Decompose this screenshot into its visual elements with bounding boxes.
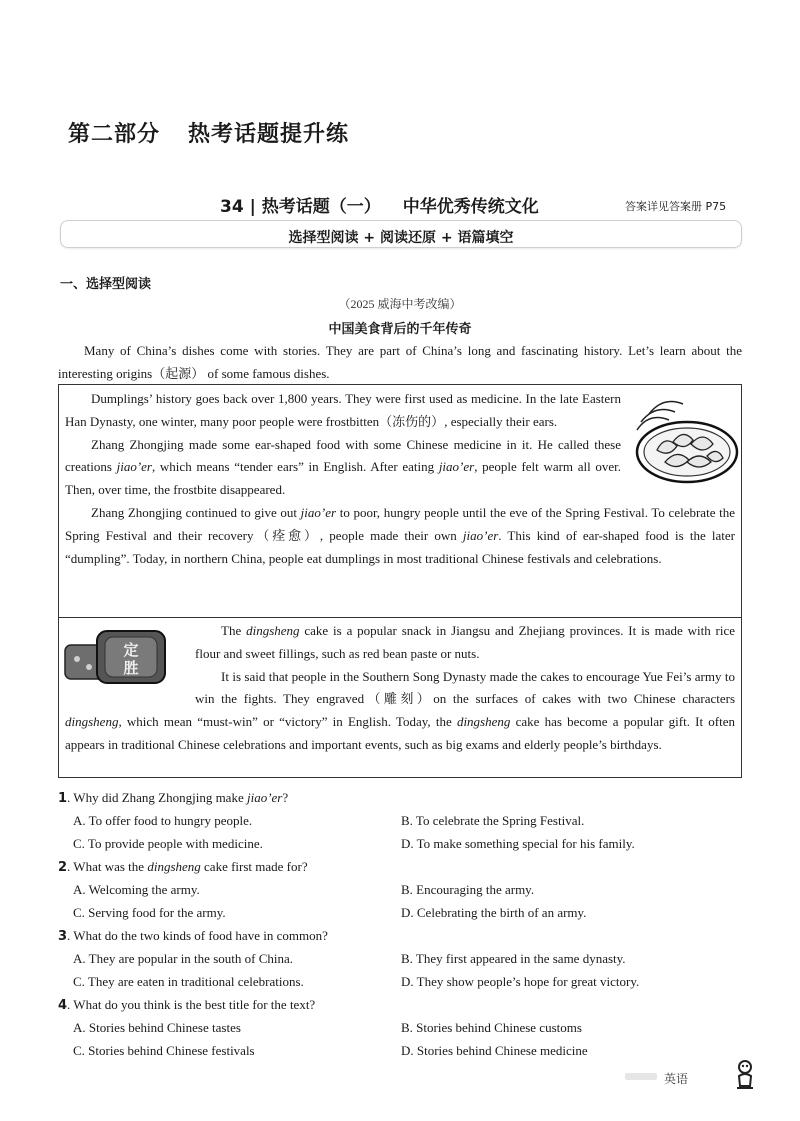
option-a[interactable]: A. Stories behind Chinese tastes [73, 1020, 241, 1035]
question-stem-end: cake first made for? [204, 859, 308, 874]
p4-term: dingsheng [246, 623, 300, 638]
part-title [68, 117, 349, 148]
options-row [58, 947, 748, 970]
section-heading: 一、选择型阅读 [60, 277, 152, 292]
question-term: dingsheng [147, 859, 201, 874]
topic-subject: 中华优秀传统文化 [402, 197, 539, 217]
footer-subject: 英语 [664, 1072, 689, 1086]
dingsheng-cake-illustration [61, 623, 173, 689]
p3-gloss: （痊愈） [253, 527, 320, 543]
passage-title: 中国美食背后的千年传奇 [328, 322, 472, 337]
question-1 [58, 786, 748, 809]
passage-paragraph-3 [65, 502, 735, 570]
p3-term: jiao’er [300, 504, 337, 520]
source-note: （2025 威海中考改编） [338, 297, 462, 311]
option-d[interactable]: D. They show people’s hope for great victory. [401, 974, 640, 989]
intro-gloss: （起源） [152, 365, 205, 381]
option-b[interactable]: B. Encouraging the army. [401, 882, 535, 897]
p3-term-2: jiao’er [462, 527, 499, 543]
option-c[interactable]: C. They are eaten in traditional celebrations. [73, 974, 304, 989]
option-b[interactable]: B. To celebrate the Spring Festival. [401, 813, 585, 828]
options-row [58, 1039, 748, 1062]
topic-number: 34 [220, 197, 244, 217]
p2-text-mid: , which means “tender ears” in English. After eating [152, 459, 435, 475]
p5-text: It is said that people in the Southern Song Dynasty made the cakes to encourage Yue Fei’s army to win the fights. They engraved [195, 668, 735, 707]
questions [58, 786, 748, 1062]
p4-text-end: cake is a popular snack in Jiangsu and Zhejiang provinces. It is made with rice flour and sweet fillings, such as red bean paste or nuts. [195, 623, 736, 661]
part-title-part: 第二部分 [68, 122, 161, 147]
option-b[interactable]: B. They first appeared in the same dynasty. [401, 951, 626, 966]
p2-term-2: jiao’er [438, 459, 475, 475]
option-c[interactable]: C. Serving food for the army. [73, 905, 226, 920]
intro-text: Many of China’s dishes come with stories. They are part of China’s long and fascinating history. Let’s learn about the interesting origins [58, 343, 742, 381]
footer-mascot-icon [733, 1058, 757, 1090]
answer-reference: 答案详见答案册 P75 [625, 200, 727, 213]
option-d[interactable]: D. Celebrating the birth of an army. [401, 905, 587, 920]
exercise-type-banner [60, 220, 742, 248]
topic-separator: | [249, 197, 256, 217]
options-row [58, 1016, 748, 1039]
question-number: 2 [58, 860, 68, 875]
p2-text: Zhang Zhongjing made some ear-shaped food with some Chinese medicine in it. He called these creations [65, 436, 621, 475]
question-number: 1 [58, 791, 68, 806]
question-stem: . What do the two kinds of food have in common? [67, 928, 328, 943]
dumpling-section [65, 388, 735, 570]
intro-paragraph [58, 340, 742, 385]
option-a[interactable]: A. To offer food to hungry people. [73, 813, 253, 828]
dumplings-plate-illustration [629, 392, 739, 488]
option-b[interactable]: B. Stories behind Chinese customs [401, 1020, 582, 1035]
options-row [58, 809, 748, 832]
p1-text: Dumplings’ history goes back over 1,800 years. They were first used as medicine. In the late Eastern Han Dynasty, one winter, many poor people were frostbitten [65, 391, 621, 429]
p1-gloss: （冻伤的） [379, 413, 445, 429]
p5-text-end: cake has become a popular gift. It often appears in traditional Chinese celebrations and important events, such as big exams and elderly people’s birthdays. [65, 714, 736, 752]
option-d[interactable]: D. To make something special for his family. [401, 836, 635, 851]
question-2 [58, 855, 748, 878]
p1-text-end: , especially their ears. [444, 413, 558, 429]
topic-name: 热考话题（一） [261, 197, 381, 217]
p3-text-mid: to poor, hungry people until the eve of the Spring Festival. To celebrate the Spring Festival and their recovery [65, 504, 735, 543]
p3-text-mid2: , people made their own [319, 527, 457, 543]
p3-text: Zhang Zhongjing continued to give out [91, 504, 298, 520]
cake-character-sheng: 胜 [123, 659, 139, 677]
options-row [58, 878, 748, 901]
question-term: jiao’er [246, 790, 283, 805]
question-4 [58, 993, 748, 1016]
option-d[interactable]: D. Stories behind Chinese medicine [401, 1043, 588, 1058]
p5-term: dingsheng [65, 714, 119, 730]
option-a[interactable]: A. Welcoming the army. [73, 882, 200, 897]
question-stem: . What do you think is the best title for the text? [67, 997, 316, 1012]
option-c[interactable]: C. To provide people with medicine. [73, 836, 263, 851]
p2-text-end: , people felt warm all over. Then, over time, the frostbite disappeared. [65, 459, 622, 498]
banner-text: 选择型阅读 + 阅读还原 + 语篇填空 [288, 230, 514, 246]
options-row [58, 970, 748, 993]
question-3 [58, 924, 748, 947]
p5-text-mid: on the surfaces of cakes with two Chinese characters [433, 691, 736, 707]
p5-text-mid2: , which mean “must-win” or “victory” in English. Today, the [118, 714, 452, 730]
options-row [58, 832, 748, 855]
question-stem-end: ? [282, 790, 289, 805]
question-number: 3 [58, 929, 68, 944]
question-stem: . What was the [67, 859, 145, 874]
p5-gloss: （雕刻） [364, 691, 434, 707]
topic-title [220, 192, 539, 217]
p4-text: The [221, 623, 242, 638]
p3-text-end: . This kind of ear-shaped food is the later “dumpling”. Today, in northern China, people eat dumplings in most traditional Chinese festivals and celebrations. [65, 527, 735, 566]
cake-character-ding: 定 [123, 641, 139, 659]
option-c[interactable]: C. Stories behind Chinese festivals [73, 1043, 255, 1058]
question-stem: . Why did Zhang Zhongjing make [67, 790, 244, 805]
part-title-name: 热考话题提升练 [188, 122, 350, 147]
question-number: 4 [58, 998, 68, 1013]
intro-text-end: of some famous dishes. [207, 365, 330, 381]
dingsheng-section [65, 620, 735, 757]
options-row [58, 901, 748, 924]
passage-box [58, 384, 742, 778]
p5-term-2: dingsheng [456, 714, 511, 730]
section-divider [59, 617, 741, 618]
option-a[interactable]: A. They are popular in the south of China. [73, 951, 293, 966]
p2-term: jiao’er [116, 459, 152, 475]
footer-logo-faint [625, 1071, 657, 1082]
